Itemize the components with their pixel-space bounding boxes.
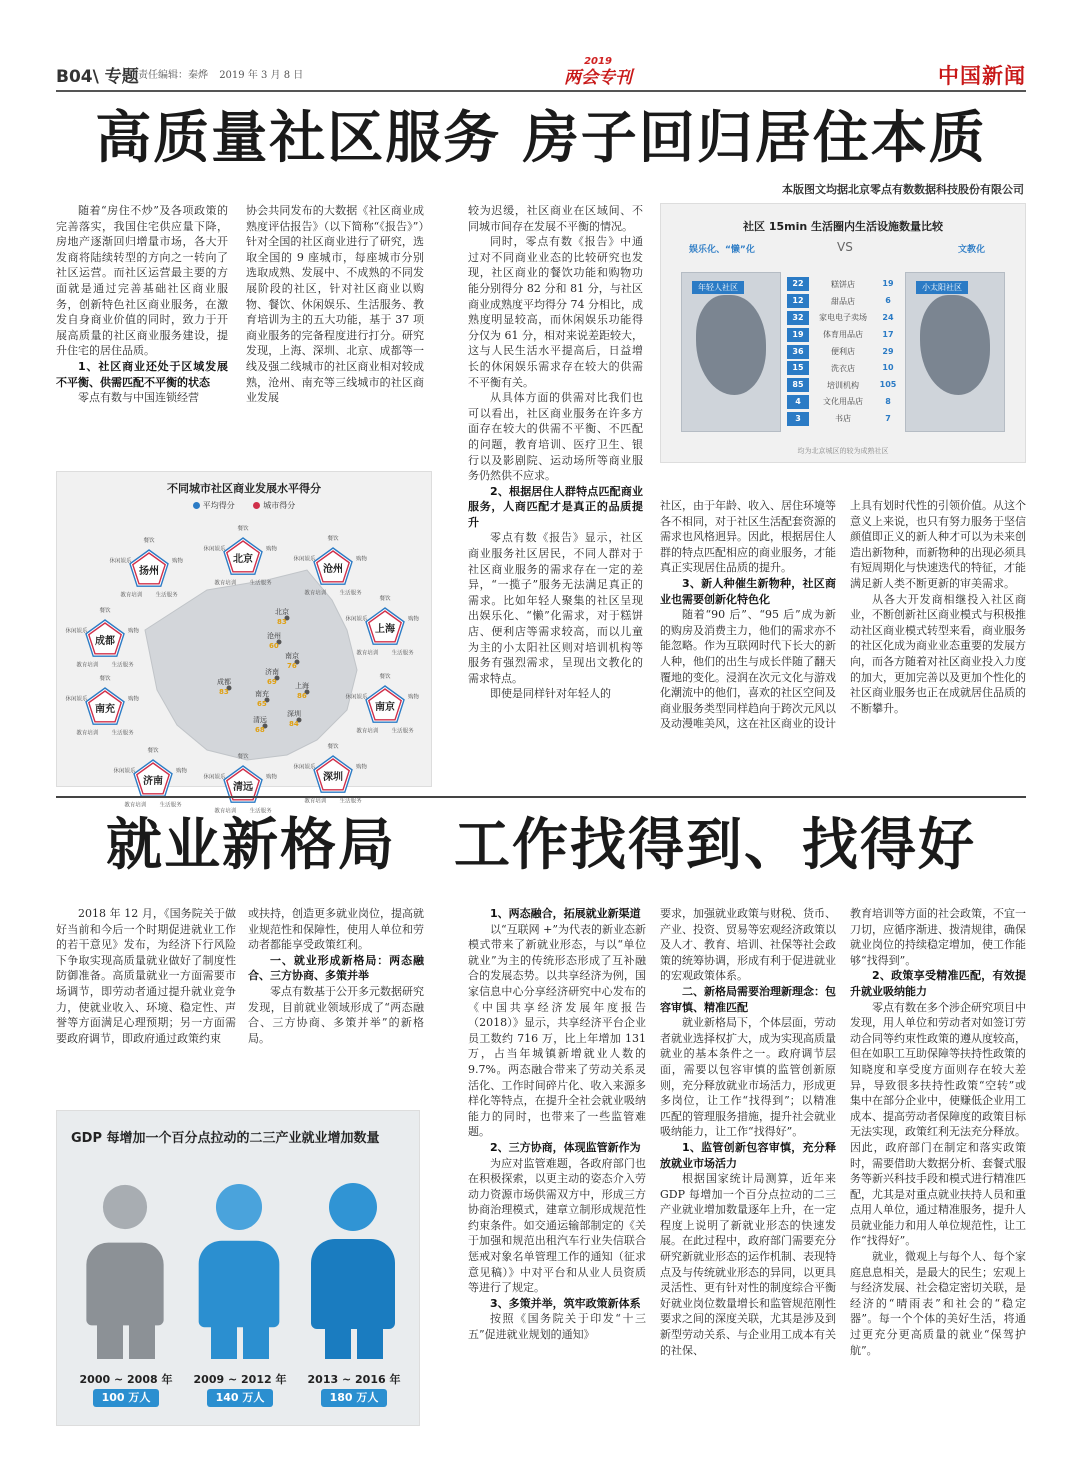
paragraph: 按照《国务院关于印发“十三五”促进就业规划的通知》 xyxy=(468,1312,646,1342)
young-community-count: 36 xyxy=(787,345,809,359)
article2-title-b: 工作找得到、找得好 xyxy=(454,813,976,878)
page-header xyxy=(56,58,1026,92)
young-community-count: 4 xyxy=(787,395,809,409)
young-community-count: 15 xyxy=(787,361,809,375)
subheading: 二、新格局需要治理新理念：包容审慎、精准匹配 xyxy=(660,984,836,1014)
radar-axis-label: 休闲娱乐 xyxy=(345,616,368,623)
article1-column-5 xyxy=(850,498,1026,783)
facility-category: 洗衣店 xyxy=(831,363,855,373)
city-pin-name: 上海 xyxy=(295,682,309,690)
facility-row xyxy=(787,310,899,327)
subheading: 2、政策享受精准匹配，有效提升就业吸纳能力 xyxy=(850,969,1026,998)
paragraph: 随着“90 后”、“95 后”成为新的购房及消费主力，他们的需求亦不能忽略。作为互联网时代下长大的新人种，他们的出生与成长伴随了翻天覆地的变化。浸润在次元文化与游戏化潮流中的他们，喜欢的社区空间及商业服务类型同样趋向于跨次元风以及动漫唯美风，这在社区商业的设计 xyxy=(660,608,836,731)
period-years: 2013 ~ 2016 年 xyxy=(307,1373,401,1386)
radar-axis-label: 休闲娱乐 xyxy=(203,774,226,781)
facility-category: 书店 xyxy=(835,414,851,424)
special-edition-badge xyxy=(553,56,643,90)
facility-row xyxy=(787,360,899,377)
radar-axis-label: 购物 xyxy=(407,694,420,701)
radar-axis-label: 休闲娱乐 xyxy=(65,696,88,703)
article1-column-4 xyxy=(660,498,836,783)
young-community-count: 12 xyxy=(787,294,809,308)
radar-axis-label: 购物 xyxy=(355,556,368,563)
paragraph: 2018 年 12 月，《国务院关于做好当前和今后一个时期促进就业工作的若干意见》发布，为经济下行风险下争取实现高质量就业做好了制度性防御准备。高质量就业一方面需要市场调节，即劳动者通过提升就业竞争力，使就业收入、环境、稳定性、声誉等方面满足心理预期；另一方面需要政府调节，即政府通过政策约束 xyxy=(56,907,236,1045)
period-value-badge: 180 万人 xyxy=(321,1389,387,1407)
city-score-value: 60 xyxy=(269,642,279,650)
young-community-count: 19 xyxy=(787,328,809,342)
young-community-count: 85 xyxy=(787,378,809,392)
gdp-chart-title: GDP 每增加一个百分点拉动的二三产业就业增加数量 xyxy=(71,1131,380,1146)
radar-axis-label: 餐饮 xyxy=(327,744,339,750)
radar-axis-label: 教育培训 xyxy=(214,580,237,587)
city-name: 上海 xyxy=(375,624,395,635)
facility-row xyxy=(787,343,899,360)
paragraph: 协会共同发布的大数据《社区商业成熟度评估报告》（以下简称“《报告》”）针对全国的社区商业进行了研究，选取全国的 9 座城市，每座城市分别选取成熟、发展中、不成熟的不同发展阶段的社区，针对社区商业以购物、餐饮、休闲娱乐、生活服务、教育培训为主的五大功能，基于 37 项商业服务的完备程度进行打分。研究发现，上海、深圳、北京、成都等一线及强二线城市的社区商业相对较成熟，沧州、南充等三线城市的社区商业发展 xyxy=(246,204,424,405)
radar-axis-label: 餐饮 xyxy=(327,536,339,542)
article2-column-5 xyxy=(850,906,1026,1446)
city-pin-name: 南充 xyxy=(255,690,269,698)
city-score-value: 69 xyxy=(267,678,277,686)
facility-category: 家电电子卖场 xyxy=(819,313,867,323)
legend-avg: 平均得分 xyxy=(193,501,235,510)
article1-column-3 xyxy=(468,203,643,783)
radar-axis-label: 休闲娱乐 xyxy=(65,628,88,635)
article1-credit: 本版图文均据北京零点有数数据科技股份有限公司 xyxy=(782,183,1024,196)
editor-name: 责任编辑：秦烨 xyxy=(138,70,208,81)
city-name: 济南 xyxy=(143,776,163,787)
person-head-icon xyxy=(216,1184,262,1230)
radar-axis-label: 生活服务 xyxy=(339,798,362,805)
young-community-count: 32 xyxy=(787,311,809,325)
editor-line xyxy=(138,66,311,81)
facility-category: 甜品店 xyxy=(831,296,855,306)
facility-row xyxy=(787,293,899,310)
paragraph: 社区，由于年龄、收入、居住环境等各不相同，对于社区生活配套资源的需求也风格迥异。因此，根据居住人群的特点匹配相应的商业服务，才能真正实现居住品质的提升。 xyxy=(660,499,836,575)
radar-axis-label: 购物 xyxy=(407,616,420,623)
article2-column-4 xyxy=(660,906,836,1446)
kids-community-count: 7 xyxy=(885,413,891,423)
radar-axis-label: 购物 xyxy=(175,768,188,775)
facilities-rows xyxy=(787,276,899,427)
paragraph: 根据国家统计局测算，近年来 GDP 每增加一个百分点拉动的二三产业就业增加数量逐年上升，在一定程度上说明了新就业形态的快速发展。在此过程中，政府部门需要充分研究新就业形态的运作机制、表现特点及与传统就业形态的异同，以更具灵活性、更有针对性的制度综合平衡好就业岗位数量增长和监管规范刚性要求之间的深度关联，尤其是涉及到新型劳动关系、与企业用工成本有关的社保、 xyxy=(660,1172,836,1357)
article2-title xyxy=(56,808,1026,884)
kids-community-count: 19 xyxy=(882,279,894,289)
city-score-value: 65 xyxy=(257,700,267,708)
kids-community-count: 29 xyxy=(882,346,894,356)
subheading: 3、多策并举，筑牢政策新体系 xyxy=(490,1296,641,1310)
radar-axis-label: 餐饮 xyxy=(143,538,155,544)
radar-axis-label: 教育培训 xyxy=(214,808,237,815)
kids-community-count: 105 xyxy=(879,380,897,390)
person-head-icon xyxy=(103,1185,147,1229)
city-pin-name: 沧州 xyxy=(267,632,281,640)
radar-axis-label: 餐饮 xyxy=(379,596,391,602)
right-group-label: 文教化 xyxy=(957,245,985,255)
subheading: 一、就业形成新格局：两态融合、三方协商、多策并举 xyxy=(248,953,424,983)
city-score-value: 76 xyxy=(287,662,297,670)
paragraph: 即使是同样针对年轻人的 xyxy=(490,687,611,701)
page-number: B04\ 专题 xyxy=(56,67,139,87)
person-body-icon xyxy=(199,1241,280,1327)
city-score-value: 68 xyxy=(255,726,265,734)
paragraph: 从各大开发商相继投入社区商业，不断创新社区商业模式与积极推动社区商业模式转型来看，商业服务的社区化成为商业业态重要的发展方向，而各方随着对社区商业投入力度的加大，更加完善以及更加个性化的社区商业服务也正在成就居住品质的不断攀升。 xyxy=(850,592,1026,715)
paragraph: 为应对监管难题，各政府部门也在积极探索，以更主动的姿态介入劳动力资源市场供需双方中，形成三方协商治理模式，建章立制形成规范性约束条件。如交通运输部制定的《关于加强和规范出租汽车行业失信联合惩戒对象名单管理工作的通知（征求意见稿）》中对平台和从业人员资质等进行了规定。 xyxy=(468,1156,646,1295)
city-score-chart xyxy=(56,471,432,815)
radar-axis-label: 教育培训 xyxy=(356,650,379,657)
facility-row xyxy=(787,377,899,394)
kids-community-map xyxy=(905,272,1005,432)
radar-axis-label: 教育培训 xyxy=(304,590,327,597)
radar-axis-label: 购物 xyxy=(265,546,278,553)
person-leg-icon xyxy=(211,1323,237,1359)
city-name: 清远 xyxy=(233,782,253,793)
facilities-comparison-chart xyxy=(660,203,1026,463)
left-group-label: 娱乐化、“懒”化 xyxy=(689,245,755,255)
period-years: 2009 ~ 2012 年 xyxy=(193,1373,287,1386)
city-pin-name: 北京 xyxy=(275,608,289,616)
city-name: 深圳 xyxy=(323,772,343,783)
city-score-value: 83 xyxy=(219,688,229,696)
city-pin-name: 济南 xyxy=(265,668,279,676)
paragraph: 或扶持，创造更多就业岗位，提高就业规范性和保障性，使用人单位和劳动者都能享受政策红利。 xyxy=(248,907,424,952)
special-year: 2019 xyxy=(584,56,612,67)
paragraph: 就业，微观上与每个人、每个家庭息息相关，是最大的民生；宏观上与经济发展、社会稳定密切关联，是经济的“晴雨表”和社会的“稳定器”。每一个个体的美好生活，将通过更充分更高质量的就业“保驾护航”。 xyxy=(850,1250,1026,1357)
young-community-count: 3 xyxy=(787,412,809,426)
radar-axis-label: 休闲娱乐 xyxy=(203,546,226,553)
paragraph: 较为迟缓，社区商业在区域间、不同城市间存在发展不平衡的情况。 xyxy=(468,204,643,233)
radar-axis-label: 生活服务 xyxy=(339,590,362,597)
paragraph: 随着“房住不炒”及各项政策的完善落实，我国住宅供应量下降，房地产逐渐回归增量市场，各大开发商将陆续转型的方向之一转向了社区运营。而社区运营最主要的方面就是通过完善基础社区商业服务，创新特色社区商业服务，在激发自身商业价值的同时，致力于开展高质量的社区商业服务建设，提升住宅的居住品质。 xyxy=(56,204,228,358)
subheading: 1、两态融合，拓展就业新渠道 xyxy=(490,907,641,920)
radar-axis-label: 教育培训 xyxy=(356,728,379,735)
city-name: 扬州 xyxy=(139,566,159,577)
period-figure xyxy=(299,1183,409,1404)
period-years: 2000 ~ 2008 年 xyxy=(79,1373,173,1386)
person-leg-icon xyxy=(357,1323,383,1359)
paragraph: 教育培训等方面的社会政策，不宜一刀切，应循序渐进、拨清规律，确保就业岗位的持续稳定增加，使工作能够“找得到”。 xyxy=(850,907,1026,967)
person-body-icon xyxy=(86,1243,163,1326)
special-name: 两会专刊 xyxy=(564,68,632,88)
paragraph: 同时，零点有数《报告》中通过对不同商业业态的比较研究也发现，社区商业的餐饮功能和购物功能分别得分 82 分和 81 分，与社区商业成熟度平均得分 74 分相比，成熟度明显较高，而休闲娱乐功能得分仅为 61 分，相对来说差距较大，这与人民生活水平提高后，日益增长的休闲娱乐需求存在较大的供需不平衡有关。 xyxy=(468,235,643,389)
radar-axis-label: 休闲娱乐 xyxy=(293,556,316,563)
kids-community-count: 10 xyxy=(882,363,894,373)
subheading: 2、根据居住人群特点匹配商业服务，人商匹配才是真正的品质提升 xyxy=(468,484,643,529)
article1-title: 高质量社区服务 房子回归居住本质 xyxy=(95,106,987,171)
radar-axis-label: 休闲娱乐 xyxy=(109,558,132,565)
radar-axis-label: 生活服务 xyxy=(155,592,178,599)
city-pin-name: 南京 xyxy=(285,652,299,660)
section-divider xyxy=(56,796,1026,798)
period-figure xyxy=(185,1183,295,1404)
paragraph: 零点有数在多个涉企研究项目中发现，用人单位和劳动者对如签订劳动合同等约束性政策的遵从度较高，但在如职工互助保障等扶持性政策的知晓度和享受度方面则存在较大差异，导致很多扶持性政策“空转”或集中在部分企业中，使赚低企业用工成本、提高劳动者保障度的政策目标无法实现，政策红利无法充分释放。因此，政府部门在制定和落实政策时，需要借助大数据分析、套餐式服务等新兴科技手段和模式进行精准匹配，尤其是对重点就业扶持人员和重点用人单位，通过精准服务，提升人员就业能力和用人单位规范性，让工作“找得好”。 xyxy=(850,1000,1026,1248)
paragraph: 要求，加强就业政策与财税、货币、产业、投资、贸易等宏观经济政策以及人才、教育、培训、社保等社会政策的统筹协调，形成有利于促进就业的宏观政策体系。 xyxy=(660,907,836,983)
young-community-count: 22 xyxy=(787,277,809,291)
article2-column-1 xyxy=(56,906,236,1101)
facility-category: 便利店 xyxy=(831,347,855,357)
radar-axis-label: 购物 xyxy=(171,558,184,565)
radar-axis-label: 购物 xyxy=(127,628,140,635)
radar-axis-label: 教育培训 xyxy=(304,798,327,805)
vs-label: VS xyxy=(837,240,853,254)
city-name: 南充 xyxy=(95,704,115,715)
radar-axis-label: 生活服务 xyxy=(111,730,134,737)
radar-axis-label: 生活服务 xyxy=(159,802,182,809)
map-area-shape xyxy=(696,295,766,395)
city-name: 北京 xyxy=(233,554,253,565)
facility-row xyxy=(787,410,899,427)
subheading: 3、新人种催生新物种，社区商业也需要创新化特色化 xyxy=(660,576,836,606)
radar-axis-label: 餐饮 xyxy=(99,608,111,614)
paragraph: 上具有划时代性的引领价值。从这个意义上来说，也只有努力服务于坚信颜值即正义的新人种才可以为未来创造出新物种，而新物种的出现必须具有短周期化与快速迭代的特征，才能满足新人类不断更新的审美需求。 xyxy=(850,499,1026,590)
city-score-value: 84 xyxy=(289,720,299,728)
article2-column-2 xyxy=(248,906,424,1101)
kids-community-count: 17 xyxy=(882,329,894,339)
young-community-map xyxy=(681,272,781,432)
subheading: 2、三方协商，体现监管新作为 xyxy=(490,1140,641,1154)
paragraph: 就业新格局下，个体层面，劳动者就业选择权扩大，成为实现高质量就业的基本条件之一。政府调节层面，需要以包容审慎的监管创新原则，充分释放就业市场活力，形成更多岗位，让工作“找得到”；以精准匹配的管理服务措施，提升社会就业吸纳能力，让工作“找得好”。 xyxy=(660,1016,836,1139)
paragraph: 零点有数《报告》显示，社区商业服务社区居民，不同人群对于社区商业服务的需求存在一定的差异，“一揽子”服务无法满足真正的需求。比如年轻人聚集的社区呈现出娱乐化、“懒”化需求，对于糕饼店、便利店等需求较高，而以儿童为主的小太阳社区则对培训机构等服务有强烈需求，呈现出文教化的需求特点。 xyxy=(468,531,643,685)
paragraph: 以“互联网 +”为代表的新业态新模式带来了新就业形态，与以“单位就业”为主的传统形态形成了互补融合的发展态势。以共享经济为例，国家信息中心分享经济研究中心发布的《中国共享经济发展年度报告（2018）》显示，共享经济平台企业员工数约 716 万，比上年增加 131 万，占当年城镇新增就业人数的 9.7%。两态融合带来了劳动关系灵活化、工作时间碎片化、收入来源多样化等特点，在提升全社会就业吸纳能力的同时，也带来了一些监管难题。 xyxy=(468,922,646,1139)
person-leg-icon xyxy=(97,1323,123,1359)
radar-axis-label: 休闲娱乐 xyxy=(113,768,136,775)
paragraph: 从具体方面的供需对比我们也可以看出，社区商业服务在许多方面存在较大的供需不平衡、不匹配的问题，教育培训、医疗卫生、银行以及影剧院、运动场所等商业服务仍然供不应求。 xyxy=(468,391,643,483)
facilities-footnote: 均为北京城区的较为成熟社区 xyxy=(797,447,889,455)
facility-category: 糕饼店 xyxy=(831,279,855,289)
subheading: 1、监管创新包容审慎，充分释放就业市场活力 xyxy=(660,1140,836,1170)
city-pin-name: 成都 xyxy=(217,678,231,686)
kids-community-count: 24 xyxy=(882,312,894,322)
city-score-value: 83 xyxy=(277,618,287,626)
map-area-shape xyxy=(920,295,990,395)
city-radar xyxy=(109,536,183,598)
radar-axis-label: 休闲娱乐 xyxy=(345,694,368,701)
radar-axis-label: 生活服务 xyxy=(249,580,272,587)
city-map-svg xyxy=(57,510,433,815)
facilities-chart-title: 社区 15min 生活圈内生活设施数量比较 xyxy=(742,220,944,233)
young-community-tag: 年轻人社区 xyxy=(692,281,744,294)
city-chart-title: 不同城市社区商业发展水平得分 xyxy=(167,482,321,495)
radar-axis-label: 教育培训 xyxy=(76,730,99,737)
china-map-shape xyxy=(145,570,357,760)
person-head-icon xyxy=(329,1183,377,1231)
radar-axis-label: 购物 xyxy=(265,774,278,781)
legend-city: 城市得分 xyxy=(253,501,295,510)
city-pin-name: 深圳 xyxy=(287,710,301,718)
radar-axis-label: 教育培训 xyxy=(120,592,143,599)
person-leg-icon xyxy=(325,1323,351,1359)
kids-community-count: 6 xyxy=(885,296,891,306)
paragraph: 零点有数与中国连锁经营 xyxy=(78,391,199,405)
radar-axis-label: 生活服务 xyxy=(391,728,414,735)
person-leg-icon xyxy=(243,1323,269,1359)
radar-axis-label: 购物 xyxy=(355,764,368,771)
radar-axis-label: 教育培训 xyxy=(124,802,147,809)
radar-axis-label: 教育培训 xyxy=(76,662,99,669)
city-name: 成都 xyxy=(95,636,115,647)
city-pin-name: 清远 xyxy=(253,716,267,724)
radar-axis-label: 生活服务 xyxy=(111,662,134,669)
period-value-badge: 100 万人 xyxy=(93,1389,159,1407)
radar-axis-label: 生活服务 xyxy=(391,650,414,657)
article1-column-2 xyxy=(246,203,424,468)
issue-date: 2019 年 3 月 8 日 xyxy=(219,70,304,81)
radar-axis-label: 购物 xyxy=(127,696,140,703)
city-name: 沧州 xyxy=(323,564,343,575)
gdp-employment-chart xyxy=(56,1110,420,1426)
paragraph: 零点有数基于公开多元数据研究发现，目前就业领域形成了“两态融合、三方协商、多策并举”的新格局。 xyxy=(248,984,424,1045)
facility-category: 文化用品店 xyxy=(823,397,863,407)
radar-axis-label: 餐饮 xyxy=(237,754,249,760)
radar-axis-label: 餐饮 xyxy=(237,526,249,532)
kids-community-tag: 小太阳社区 xyxy=(916,281,968,294)
radar-axis-label: 生活服务 xyxy=(249,808,272,815)
facility-category: 体育用品店 xyxy=(823,330,863,340)
city-score-value: 86 xyxy=(297,692,307,700)
kids-community-count: 8 xyxy=(885,396,891,406)
subheading: 1、社区商业还处于区域发展不平衡、供需匹配不平衡的状态 xyxy=(56,359,228,389)
facility-category: 培训机构 xyxy=(827,380,859,390)
facility-row xyxy=(787,394,899,411)
article2-column-3 xyxy=(468,906,646,1446)
article1-column-1 xyxy=(56,203,228,468)
radar-axis-label: 餐饮 xyxy=(147,748,159,754)
radar-axis-label: 餐饮 xyxy=(379,674,391,680)
article2-title-a: 就业新格局 xyxy=(106,813,396,878)
newspaper-logo: 中国新闻 xyxy=(938,63,1026,88)
period-value-badge: 140 万人 xyxy=(207,1389,273,1407)
facility-row xyxy=(787,326,899,343)
person-leg-icon xyxy=(129,1323,155,1359)
period-figure xyxy=(71,1183,181,1404)
radar-axis-label: 餐饮 xyxy=(99,676,111,682)
city-name: 南京 xyxy=(375,702,395,713)
person-body-icon xyxy=(311,1239,395,1329)
radar-axis-label: 休闲娱乐 xyxy=(293,764,316,771)
facility-row xyxy=(787,276,899,293)
